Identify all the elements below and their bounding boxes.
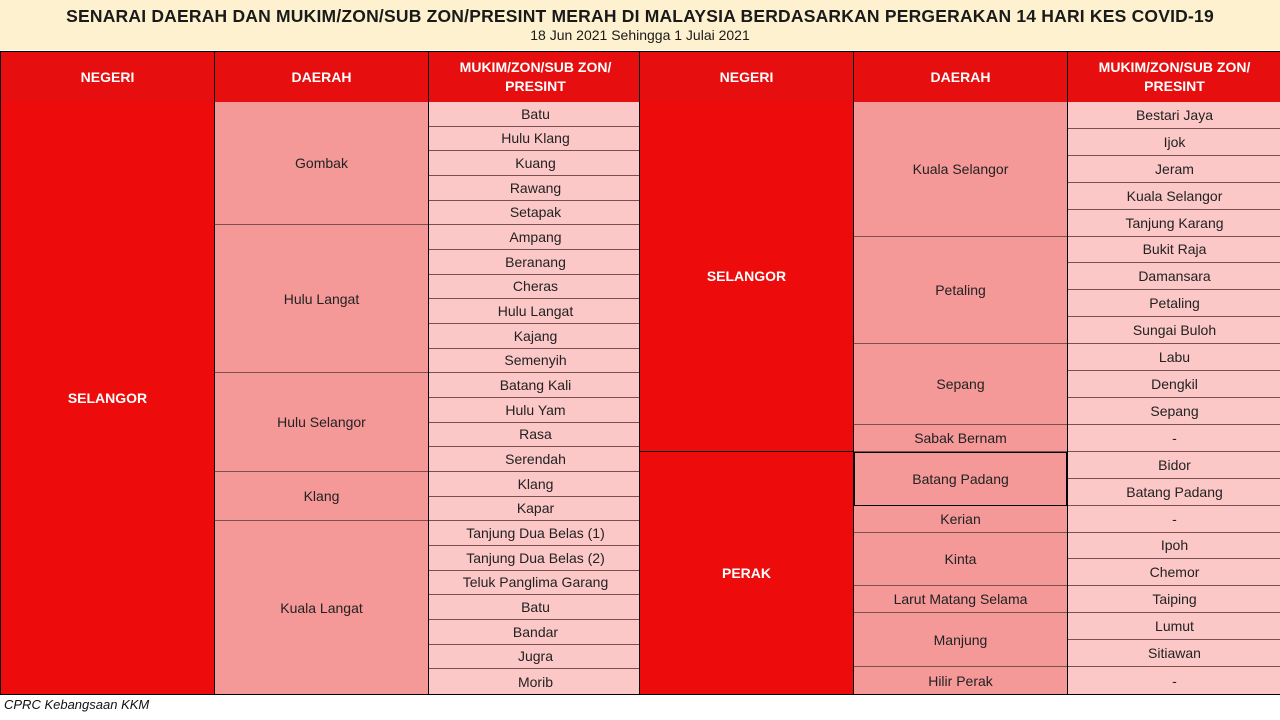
mukim-cell: Ipoh <box>1068 533 1280 560</box>
district-cell: Sepang <box>854 344 1067 425</box>
state-cell: PERAK <box>640 452 853 694</box>
column-header-mukim: MUKIM/ZON/SUB ZON/ PRESINT <box>1068 52 1280 102</box>
mukim-cell: Batang Kali <box>429 373 642 398</box>
mukim-cell: Kajang <box>429 324 642 349</box>
mukim-cell: Lumut <box>1068 613 1280 640</box>
mukim-cell: Batu <box>429 102 642 127</box>
mukim-cell: Bestari Jaya <box>1068 102 1280 129</box>
column-header-negeri: NEGERI <box>1 52 214 102</box>
district-cell: Klang <box>215 472 428 521</box>
district-cell: Hulu Selangor <box>215 373 428 472</box>
mukim-cell: Hulu Klang <box>429 127 642 152</box>
district-cell: Manjung <box>854 613 1067 667</box>
column-header-negeri: NEGERI <box>640 52 853 102</box>
mukim-cell: Tanjung Karang <box>1068 210 1280 237</box>
mukim-cell: Bukit Raja <box>1068 237 1280 264</box>
mukim-cell: Bandar <box>429 620 642 645</box>
mukim-cell: Sitiawan <box>1068 640 1280 667</box>
district-cell: Kerian <box>854 506 1067 533</box>
mukim-cell: Serendah <box>429 447 642 472</box>
mukim-cell: Klang <box>429 472 642 497</box>
mukim-cell: Beranang <box>429 250 642 275</box>
state-cell: SELANGOR <box>640 102 853 452</box>
mukim-cell: Morib <box>429 669 642 694</box>
mukim-cell: Bidor <box>1068 452 1280 479</box>
mukim-cell: Rasa <box>429 423 642 448</box>
mukim-cell: Dengkil <box>1068 371 1280 398</box>
mukim-cell: Ijok <box>1068 129 1280 156</box>
source-footer: CPRC Kebangsaan KKM <box>4 697 150 712</box>
mukim-cell: Taiping <box>1068 586 1280 613</box>
district-cell: Petaling <box>854 237 1067 345</box>
mukim-cell: Kuang <box>429 151 642 176</box>
district-cell: Hulu Langat <box>215 225 428 373</box>
district-cell: Kuala Langat <box>215 521 428 694</box>
mukim-cell: Petaling <box>1068 290 1280 317</box>
mukim-cell: Kuala Selangor <box>1068 183 1280 210</box>
district-cell: Larut Matang Selama <box>854 586 1067 613</box>
mukim-cell: Hulu Langat <box>429 299 642 324</box>
mukim-cell: Batang Padang <box>1068 479 1280 506</box>
mukim-cell: Semenyih <box>429 349 642 374</box>
mukim-cell: Chemor <box>1068 559 1280 586</box>
mukim-cell: Damansara <box>1068 263 1280 290</box>
mukim-cell: Tanjung Dua Belas (1) <box>429 521 642 546</box>
mukim-cell: Batu <box>429 595 642 620</box>
district-cell: Kinta <box>854 533 1067 587</box>
state-cell: SELANGOR <box>1 102 214 694</box>
mukim-cell: Hulu Yam <box>429 398 642 423</box>
mukim-cell: Cheras <box>429 275 642 300</box>
mukim-cell: - <box>1068 425 1280 452</box>
district-cell: Hilir Perak <box>854 667 1067 694</box>
mukim-cell: Rawang <box>429 176 642 201</box>
title-banner <box>0 0 1280 50</box>
mukim-cell: Setapak <box>429 201 642 226</box>
mukim-cell: Tanjung Dua Belas (2) <box>429 546 642 571</box>
mukim-cell: Sungai Buloh <box>1068 317 1280 344</box>
district-cell: Sabak Bernam <box>854 425 1067 452</box>
mukim-cell: Kapar <box>429 497 642 522</box>
zone-table-right <box>639 51 1280 695</box>
mukim-cell: Labu <box>1068 344 1280 371</box>
mukim-cell: - <box>1068 506 1280 533</box>
mukim-cell: Jeram <box>1068 156 1280 183</box>
mukim-cell: Ampang <box>429 225 642 250</box>
district-cell: Kuala Selangor <box>854 102 1067 237</box>
district-cell: Gombak <box>215 102 428 225</box>
district-cell: Batang Padang <box>854 452 1067 506</box>
mukim-cell: Jugra <box>429 645 642 670</box>
mukim-cell: - <box>1068 667 1280 694</box>
page-title: SENARAI DAERAH DAN MUKIM/ZON/SUB ZON/PRESINT MERAH DI MALAYSIA BERDASARKAN PERGERAKAN 14 HARI KES COVID-19 <box>66 6 1214 26</box>
mukim-cell: Sepang <box>1068 398 1280 425</box>
column-header-daerah: DAERAH <box>215 52 428 102</box>
column-header-daerah: DAERAH <box>854 52 1067 102</box>
zone-table-left <box>0 51 640 695</box>
column-header-mukim: MUKIM/ZON/SUB ZON/ PRESINT <box>429 52 642 102</box>
mukim-cell: Teluk Panglima Garang <box>429 571 642 596</box>
page-subtitle: 18 Jun 2021 Sehingga 1 Julai 2021 <box>530 27 750 43</box>
